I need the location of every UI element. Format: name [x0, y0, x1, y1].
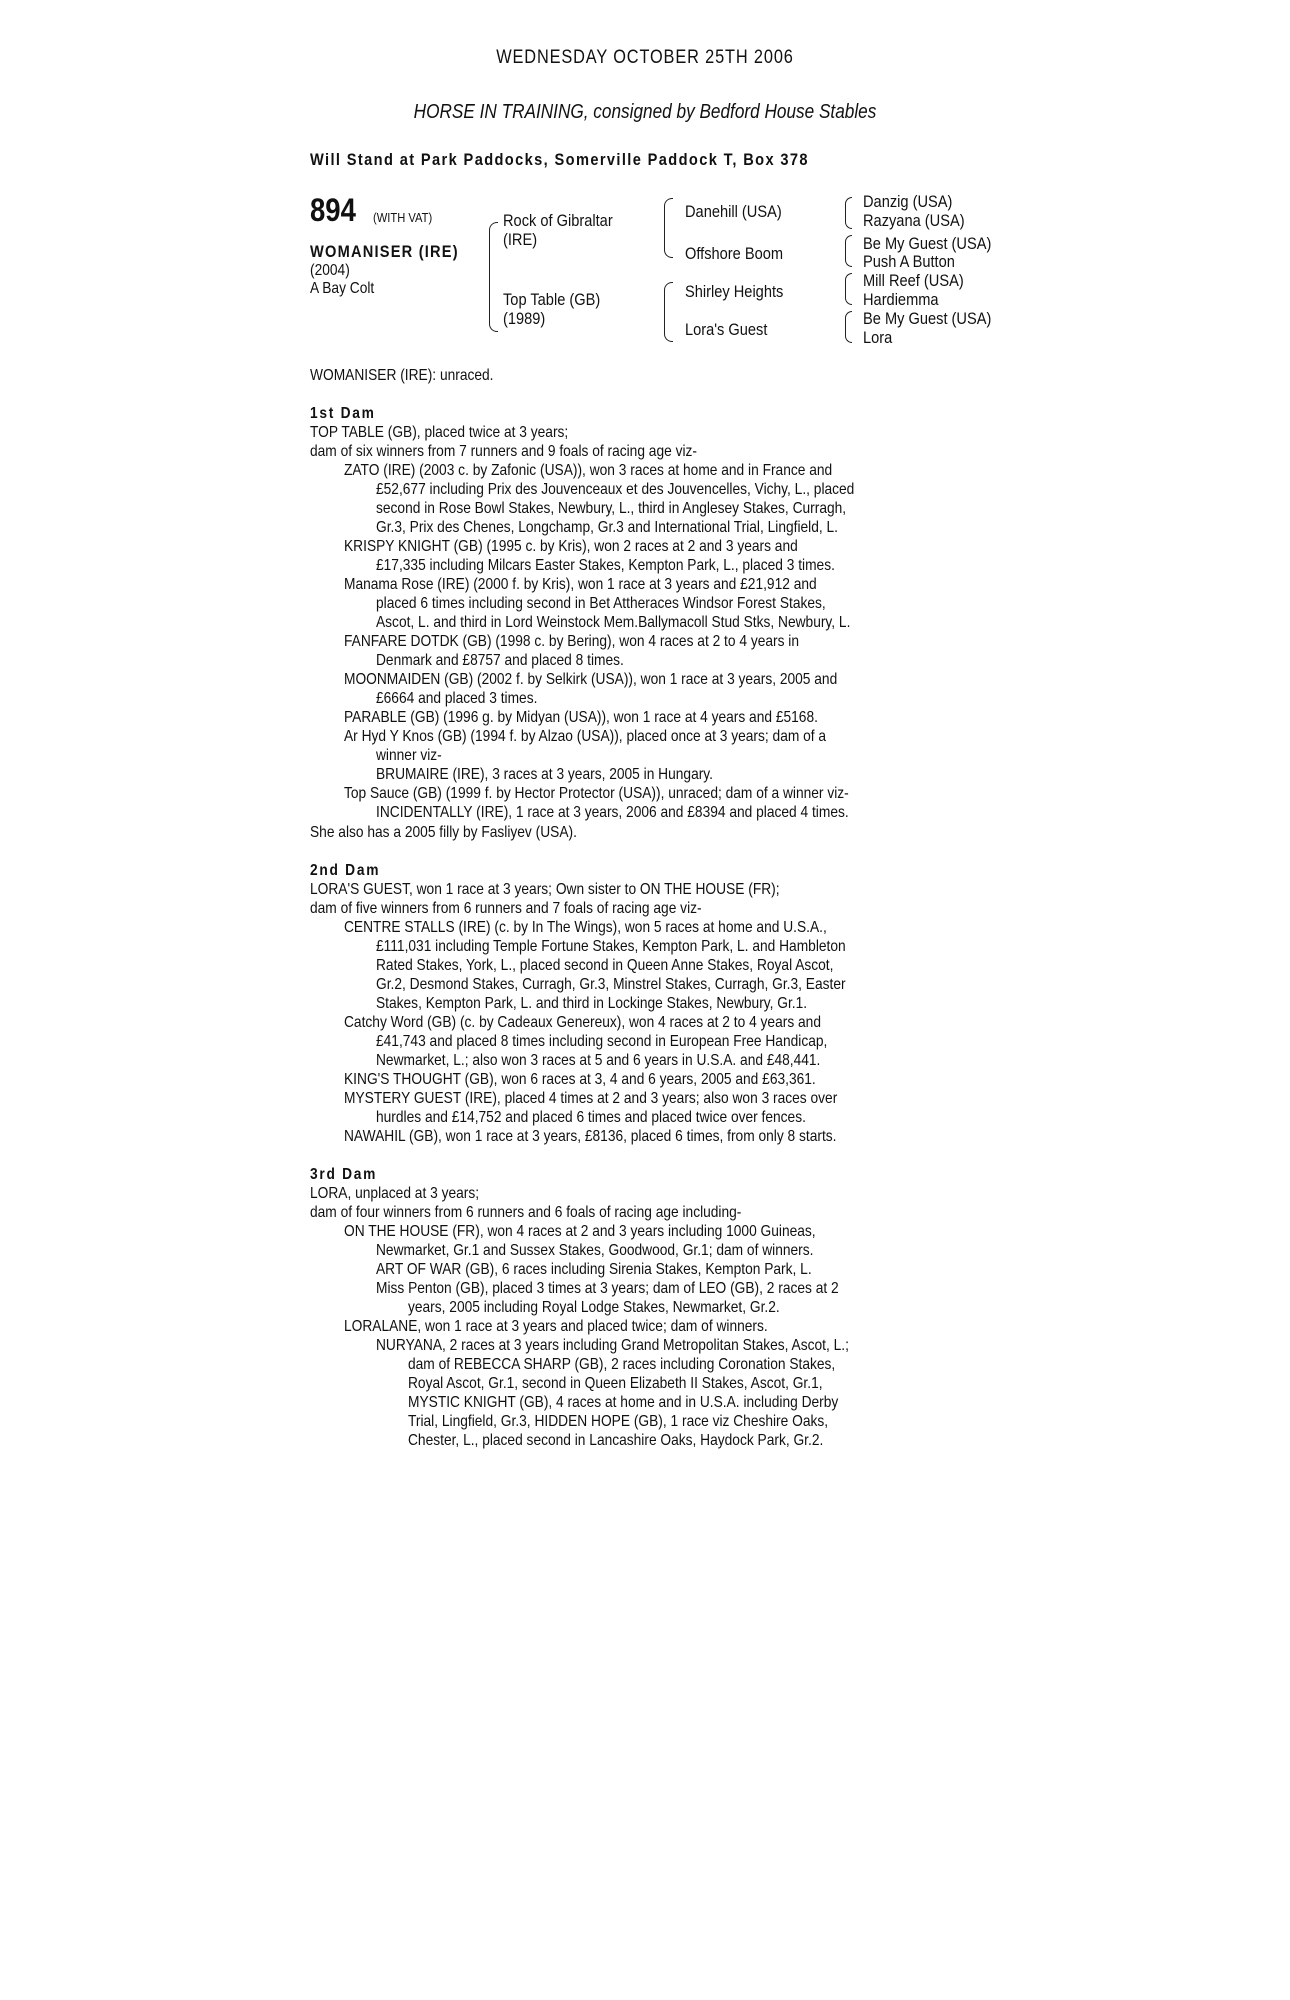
progeny-line: CENTRE STALLS (IRE) (c. by In The Wings), won 5 races at home and U.S.A.,: [344, 919, 827, 936]
progeny-line: Chester, L., placed second in Lancashire Oaks, Haydock Park, Gr.2.: [408, 1432, 824, 1449]
pedigree-brace-sire: [664, 198, 673, 258]
dam-dam: Lora's Guest: [685, 320, 768, 339]
sire-dam-sire: Be My Guest (USA): [863, 234, 992, 253]
progeny-line: FANFARE DOTDK (GB) (1998 c. by Bering), won 4 races at 2 to 4 years in: [344, 633, 800, 650]
dam2-line: LORA'S GUEST, won 1 race at 3 years; Own sister to ON THE HOUSE (FR);: [310, 881, 780, 898]
progeny-line: Newmarket, Gr.1 and Sussex Stakes, Goodwood, Gr.1; dam of winners.: [376, 1242, 814, 1259]
sire-dam: Offshore Boom: [685, 244, 784, 263]
progeny-line: Ascot, L. and third in Lord Weinstock Mem.Ballymacoll Stud Stks, Newbury, L.: [376, 614, 851, 631]
progeny-line: Manama Rose (IRE) (2000 f. by Kris), won 1 race at 3 years and £21,912 and: [344, 576, 817, 593]
progeny-line: Catchy Word (GB) (c. by Cadeaux Genereux), won 4 races at 2 to 4 years and: [344, 1014, 821, 1031]
progeny-line: Newmarket, L.; also won 3 races at 5 and 6 years in U.S.A. and £48,441.: [376, 1052, 821, 1069]
progeny-line: £41,743 and placed 8 times including second in European Free Handicap,: [376, 1033, 828, 1050]
sire-suffix: (IRE): [503, 230, 538, 249]
progeny-line: Gr.2, Desmond Stakes, Curragh, Gr.3, Minstrel Stakes, Curragh, Gr.3, Easter: [376, 976, 846, 993]
progeny-line: hurdles and £14,752 and placed 6 times and placed twice over fences.: [376, 1109, 806, 1126]
dam2-heading: 2nd Dam: [310, 862, 381, 879]
dam-name: Top Table (GB): [503, 290, 601, 309]
dam1-line: TOP TABLE (GB), placed twice at 3 years;: [310, 424, 569, 441]
dam-sire-dam: Hardiemma: [863, 290, 939, 309]
dam-dam-dam: Lora: [863, 328, 893, 347]
progeny-line: second in Rose Bowl Stakes, Newbury, L., third in Anglesey Stakes, Curragh,: [376, 500, 847, 517]
pedigree-brace-dam: [664, 282, 673, 342]
progeny-line: ZATO (IRE) (2003 c. by Zafonic (USA)), won 3 races at home and in France and: [344, 462, 833, 479]
progeny-line: Rated Stakes, York, L., placed second in Queen Anne Stakes, Royal Ascot,: [376, 957, 834, 974]
progeny-line: years, 2005 including Royal Lodge Stakes, Newmarket, Gr.2.: [408, 1299, 780, 1316]
pedigree-brace-ss: [845, 197, 852, 229]
dam3-heading: 3rd Dam: [310, 1166, 378, 1183]
progeny-line: Royal Ascot, Gr.1, second in Queen Elizabeth II Stakes, Ascot, Gr.1,: [408, 1375, 823, 1392]
progeny-line: BRUMAIRE (IRE), 3 races at 3 years, 2005 in Hungary.: [376, 766, 713, 783]
pedigree-brace-ds: [845, 273, 852, 305]
dam3-line: LORA, unplaced at 3 years;: [310, 1185, 480, 1202]
sire-sire-sire: Danzig (USA): [863, 192, 953, 211]
lot-number: 894: [310, 192, 356, 228]
progeny-line: ON THE HOUSE (FR), won 4 races at 2 and 3 years including 1000 Guineas,: [344, 1223, 816, 1240]
horse-description: A Bay Colt: [310, 280, 375, 297]
stand-location: Will Stand at Park Paddocks, Somerville Paddock T, Box 378: [310, 150, 809, 169]
race-summary: WOMANISER (IRE): unraced.: [310, 367, 494, 384]
dam1-line: dam of six winners from 7 runners and 9 foals of racing age viz-: [310, 443, 697, 460]
dam1-footer: She also has a 2005 filly by Fasliyev (USA).: [310, 824, 577, 841]
progeny-line: Stakes, Kempton Park, L. and third in Lockinge Stakes, Newbury, Gr.1.: [376, 995, 808, 1012]
progeny-line: Miss Penton (GB), placed 3 times at 3 years; dam of LEO (GB), 2 races at 2: [376, 1280, 839, 1297]
sale-date: WEDNESDAY OCTOBER 25TH 2006: [496, 47, 794, 68]
pedigree-brace-sd: [845, 235, 852, 267]
progeny-line: £6664 and placed 3 times.: [376, 690, 538, 707]
dam-year: (1989): [503, 309, 546, 328]
progeny-line: £111,031 including Temple Fortune Stakes, Kempton Park, L. and Hambleton: [376, 938, 846, 955]
progeny-line: KRISPY KNIGHT (GB) (1995 c. by Kris), won 2 races at 2 and 3 years and: [344, 538, 798, 555]
progeny-line: Trial, Lingfield, Gr.3, HIDDEN HOPE (GB), 1 race viz Cheshire Oaks,: [408, 1413, 829, 1430]
progeny-line: winner viz-: [376, 747, 442, 764]
horse-name: WOMANISER (IRE): [310, 242, 459, 261]
progeny-line: MYSTIC KNIGHT (GB), 4 races at home and in U.S.A. including Derby: [408, 1394, 839, 1411]
dam-dam-sire: Be My Guest (USA): [863, 309, 992, 328]
consignment-line: HORSE IN TRAINING, consigned by Bedford House Stables: [413, 101, 877, 123]
dam-sire: Shirley Heights: [685, 282, 784, 301]
dam1-heading: 1st Dam: [310, 405, 376, 422]
progeny-line: Top Sauce (GB) (1999 f. by Hector Protector (USA)), unraced; dam of a winner viz-: [344, 785, 849, 802]
foaling-year: (2004): [310, 262, 350, 279]
progeny-line: ART OF WAR (GB), 6 races including Sirenia Stakes, Kempton Park, L.: [376, 1261, 812, 1278]
progeny-line: MYSTERY GUEST (IRE), placed 4 times at 2 and 3 years; also won 3 races over: [344, 1090, 838, 1107]
dam2-line: dam of five winners from 6 runners and 7 foals of racing age viz-: [310, 900, 702, 917]
progeny-line: LORALANE, won 1 race at 3 years and placed twice; dam of winners.: [344, 1318, 768, 1335]
progeny-line: MOONMAIDEN (GB) (2002 f. by Selkirk (USA)), won 1 race at 3 years, 2005 and: [344, 671, 838, 688]
progeny-line: Gr.3, Prix des Chenes, Longchamp, Gr.3 and International Trial, Lingfield, L.: [376, 519, 838, 536]
progeny-line: Denmark and £8757 and placed 8 times.: [376, 652, 624, 669]
vat-note: (WITH VAT): [373, 210, 433, 225]
progeny-line: PARABLE (GB) (1996 g. by Midyan (USA)), won 1 race at 4 years and £5168.: [344, 709, 818, 726]
sire-sire: Danehill (USA): [685, 202, 782, 221]
dam-sire-sire: Mill Reef (USA): [863, 271, 964, 290]
progeny-line: INCIDENTALLY (IRE), 1 race at 3 years, 2006 and £8394 and placed 4 times.: [376, 804, 849, 821]
dam3-line: dam of four winners from 6 runners and 6 foals of racing age including-: [310, 1204, 742, 1221]
pedigree-brace-main: [489, 222, 498, 332]
progeny-line: £17,335 including Milcars Easter Stakes, Kempton Park, L., placed 3 times.: [376, 557, 835, 574]
progeny-line: KING'S THOUGHT (GB), won 6 races at 3, 4 and 6 years, 2005 and £63,361.: [344, 1071, 816, 1088]
progeny-line: dam of REBECCA SHARP (GB), 2 races including Coronation Stakes,: [408, 1356, 836, 1373]
progeny-line: £52,677 including Prix des Jouvenceaux et des Jouvencelles, Vichy, L., placed: [376, 481, 855, 498]
progeny-line: NURYANA, 2 races at 3 years including Grand Metropolitan Stakes, Ascot, L.;: [376, 1337, 849, 1354]
sire-dam-dam: Push A Button: [863, 252, 955, 271]
progeny-line: NAWAHIL (GB), won 1 race at 3 years, £8136, placed 6 times, from only 8 starts.: [344, 1128, 837, 1145]
progeny-line: Ar Hyd Y Knos (GB) (1994 f. by Alzao (USA)), placed once at 3 years; dam of a: [344, 728, 827, 745]
sire-sire-dam: Razyana (USA): [863, 211, 965, 230]
progeny-line: placed 6 times including second in Bet Attheraces Windsor Forest Stakes,: [376, 595, 826, 612]
sire-name: Rock of Gibraltar: [503, 211, 613, 230]
pedigree-brace-dd: [845, 311, 852, 343]
